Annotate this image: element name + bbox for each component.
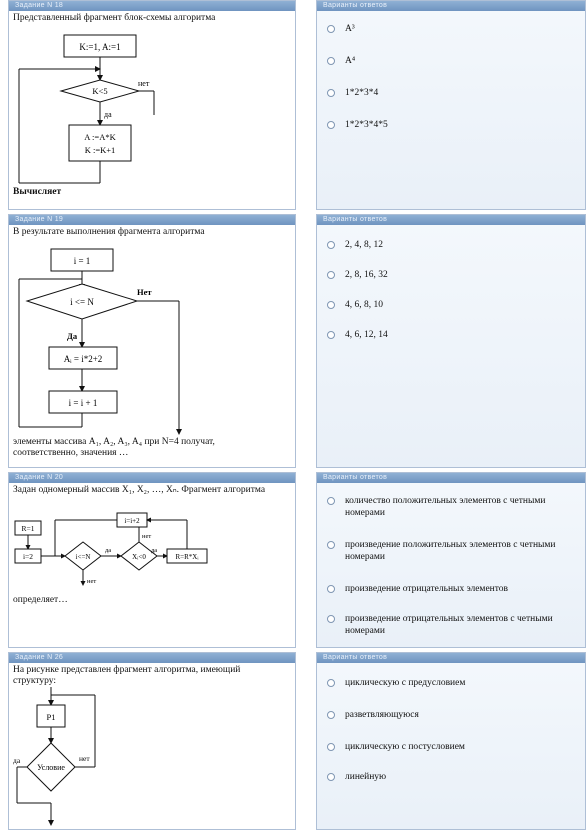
condition-label: i <= N [70, 297, 94, 307]
option-label: линейную [345, 772, 387, 782]
radio-button[interactable] [327, 773, 335, 781]
option-label: произведение отрицательных элементов [345, 584, 509, 594]
yes-label: да [104, 110, 112, 119]
question-panel [8, 472, 296, 648]
answer-option[interactable] [327, 23, 355, 35]
answer-panel [316, 0, 586, 210]
yes-label: да [105, 547, 112, 554]
condition-label: K<5 [92, 86, 108, 96]
loop-condition-label: i<=N [75, 553, 91, 561]
option-label: циклическую с предусловием [345, 678, 466, 688]
option-label: 2, 4, 8, 12 [345, 240, 383, 250]
question-text: Задан одномерный массив X₁, X₂, …, Xₙ. Фрагмент алгоритма [13, 485, 266, 495]
task-title: Задание N 18 [9, 1, 295, 11]
radio-button[interactable] [327, 89, 335, 97]
answer-option[interactable] [327, 583, 577, 595]
radio-button[interactable] [327, 25, 335, 33]
process-label: P1 [46, 712, 56, 722]
footer-text: определяет… [13, 595, 68, 605]
answer-option[interactable] [327, 329, 388, 341]
radio-button[interactable] [327, 497, 335, 505]
init-label: R=1 [21, 524, 35, 533]
radio-button[interactable] [327, 241, 335, 249]
answers-header: Варианты ответов [317, 653, 585, 663]
yes-label: да [13, 756, 21, 765]
answer-option[interactable] [327, 299, 383, 311]
radio-button[interactable] [327, 711, 335, 719]
init-label: K:=1, A:=1 [79, 42, 121, 52]
answer-option[interactable] [327, 119, 388, 131]
radio-button[interactable] [327, 615, 335, 623]
option-label: разветвляющуюся [345, 710, 419, 720]
option-label: 4, 6, 8, 10 [345, 300, 383, 310]
question-panel [8, 0, 296, 210]
option-label: 4, 6, 12, 14 [345, 330, 388, 340]
option-label: произведение положительных элементов с четными номерами [345, 540, 556, 562]
answer-option[interactable] [327, 539, 577, 563]
option-label: 2, 8, 16, 32 [345, 270, 388, 280]
radio-button[interactable] [327, 57, 335, 65]
radio-button[interactable] [327, 743, 335, 751]
radio-button[interactable] [327, 541, 335, 549]
option-label: циклическую с постусловием [345, 742, 465, 752]
init-label: i = 1 [73, 256, 91, 266]
radio-button[interactable] [327, 121, 335, 129]
increment-label: i = i + 1 [68, 398, 98, 408]
question-text: На рисунке представлен фрагмент алгоритма, имеющий структуру: [13, 665, 241, 686]
increment-label: i=i+2 [124, 517, 140, 525]
task-title: Задание N 26 [9, 653, 295, 663]
no-label: Нет [137, 287, 152, 297]
sign-condition-label: Xᵢ<0 [132, 553, 146, 561]
answer-option[interactable] [327, 495, 577, 519]
option-label: A⁴ [345, 56, 356, 66]
question-text: В результате выполнения фрагмента алгоритма [13, 227, 205, 237]
footer-text: Вычисляет [13, 187, 62, 197]
body-block [69, 125, 131, 161]
task-block-2 [8, 214, 583, 468]
flowchart [9, 239, 295, 439]
no-label: нет [138, 79, 150, 88]
option-label: A³ [345, 24, 355, 34]
yes-label: Да [67, 331, 78, 341]
answer-option[interactable] [327, 269, 388, 281]
task-block-4 [8, 652, 583, 830]
question-panel [8, 652, 296, 830]
yes-label-2: да [151, 547, 158, 554]
answer-panel [316, 472, 586, 648]
radio-button[interactable] [327, 271, 335, 279]
index-init-label: i=2 [22, 552, 34, 561]
radio-button[interactable] [327, 585, 335, 593]
answer-panel [316, 652, 586, 830]
task-title: Задание N 20 [9, 473, 295, 483]
answers-header: Варианты ответов [317, 215, 585, 225]
answer-option[interactable] [327, 613, 577, 637]
answer-option[interactable] [327, 741, 465, 753]
no-label: нет [87, 578, 97, 585]
answer-option[interactable] [327, 771, 386, 783]
assign-label: Aᵢ = i*2+2 [63, 354, 103, 364]
no-label: нет [79, 754, 90, 763]
answer-option[interactable] [327, 709, 419, 721]
option-label: 1*2*3*4*5 [345, 120, 388, 130]
body-line-1: A :=A*K [84, 132, 116, 142]
radio-button[interactable] [327, 679, 335, 687]
footer-text: элементы массива A₁, A₂, A₃, A₄ при N=4 получат, соответственно, значения … [13, 437, 215, 458]
option-label: произведение отрицательных элементов с четными номерами [345, 614, 553, 636]
answer-option[interactable] [327, 55, 355, 67]
radio-button[interactable] [327, 331, 335, 339]
radio-button[interactable] [327, 301, 335, 309]
answers-header: Варианты ответов [317, 473, 585, 483]
flowchart [9, 507, 295, 607]
body-line-2: K :=K+1 [84, 145, 116, 155]
task-title: Задание N 19 [9, 215, 295, 225]
question-text: Представленный фрагмент блок-схемы алгоритма [13, 13, 216, 23]
option-label: количество положительных элементов с четными номерами [345, 496, 546, 518]
answer-option[interactable] [327, 677, 465, 689]
condition-label: Условие [37, 763, 65, 772]
flowchart [9, 685, 295, 831]
answer-option[interactable] [327, 239, 383, 251]
answer-option[interactable] [327, 87, 378, 99]
task-block-1 [8, 0, 583, 210]
answer-panel [316, 214, 586, 468]
question-panel [8, 214, 296, 468]
multiply-label: R=R*Xᵢ [175, 553, 199, 561]
option-label: 1*2*3*4 [345, 88, 379, 98]
task-block-3 [8, 472, 583, 648]
no-label-2: нет [142, 533, 152, 540]
answers-header: Варианты ответов [317, 1, 585, 11]
